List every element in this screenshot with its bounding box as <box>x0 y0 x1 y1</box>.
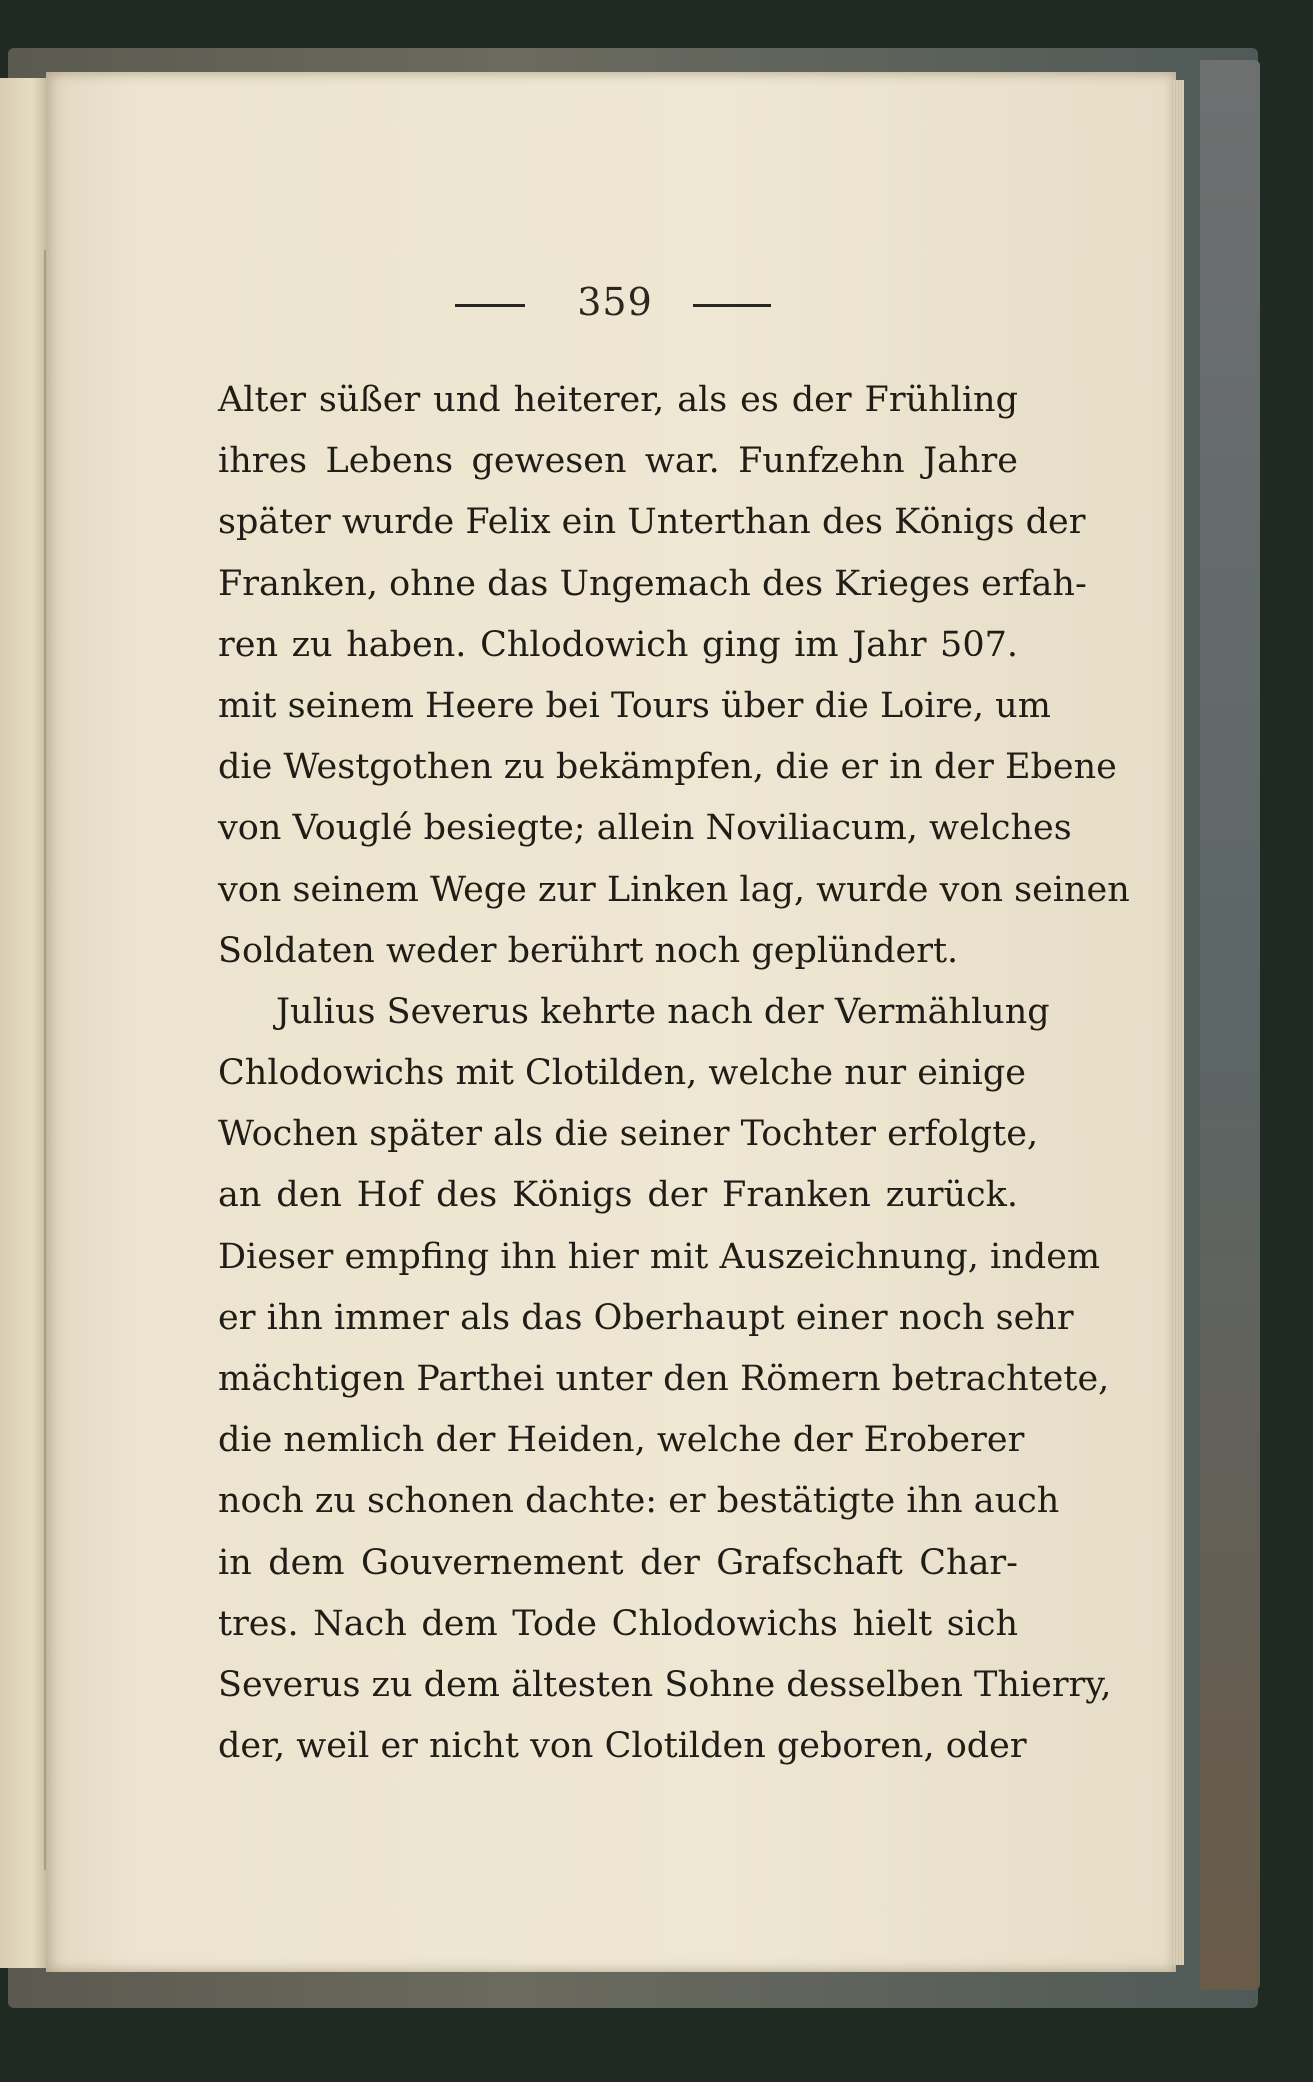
page-stack-edge <box>1170 80 1184 1965</box>
text-line: Chlodowichs mit Clotilden, welche nur einige <box>218 1053 1026 1094</box>
book-cover-edge <box>1200 60 1260 1990</box>
text-line: Severus zu dem ältesten Sohne desselben Thierry, <box>218 1664 1112 1705</box>
text-line: von Vouglé besiegte; allein Noviliacum, welches <box>218 808 1072 849</box>
gutter-mark <box>44 250 46 1870</box>
header-rule-left <box>455 304 525 307</box>
text-line: in dem Gouvernement der Grafschaft Char- <box>218 1542 1018 1583</box>
text-line: von seinem Wege zur Linken lag, wurde von seinen <box>218 869 1130 910</box>
text-line: ihres Lebens gewesen war. Funfzehn Jahre <box>218 441 1018 482</box>
body-text <box>218 370 1130 1777</box>
text-line: die Westgothen zu bekämpfen, die er in der Ebene <box>218 747 1117 788</box>
text-line: mächtigen Parthei unter den Römern betrachtete, <box>218 1359 1110 1399</box>
text-line: später wurde Felix ein Unterthan des Königs der <box>218 502 1086 543</box>
text-line: Alter süßer und heiterer, als es der Frühling <box>218 380 1018 420</box>
facing-page-edge <box>0 78 46 1968</box>
header-rule-right <box>693 304 771 307</box>
text-line: die nemlich der Heiden, welche der Eroberer <box>218 1420 1025 1461</box>
text-line: mit seinem Heere bei Tours über die Loire, um <box>218 685 1051 726</box>
text-line: Soldaten weder berührt noch geplündert. <box>218 930 959 971</box>
text-line: er ihn immer als das Oberhaupt einer noch sehr <box>218 1297 1074 1338</box>
text-line: Wochen später als die seiner Tochter erfolgte, <box>218 1114 1039 1155</box>
text-line: Dieser empfing ihn hier mit Auszeichnung, indem <box>218 1236 1101 1277</box>
text-line: an den Hof des Königs der Franken zurück. <box>218 1175 1018 1216</box>
text-line: ren zu haben. Chlodowich ging im Jahr 507. <box>218 624 1018 665</box>
text-line: der, weil er nicht von Clotilden geboren, oder <box>218 1726 1027 1767</box>
text-line: tres. Nach dem Tode Chlodowichs hielt sich <box>218 1603 1018 1644</box>
text-line: Franken, ohne das Ungemach des Krieges erfah- <box>218 563 1087 604</box>
text-line: Julius Severus kehrte nach der Vermählung <box>276 991 1050 1032</box>
page-number: 359 <box>577 280 653 324</box>
text-line: noch zu schonen dachte: er bestätigte ihn auch <box>218 1481 1060 1522</box>
